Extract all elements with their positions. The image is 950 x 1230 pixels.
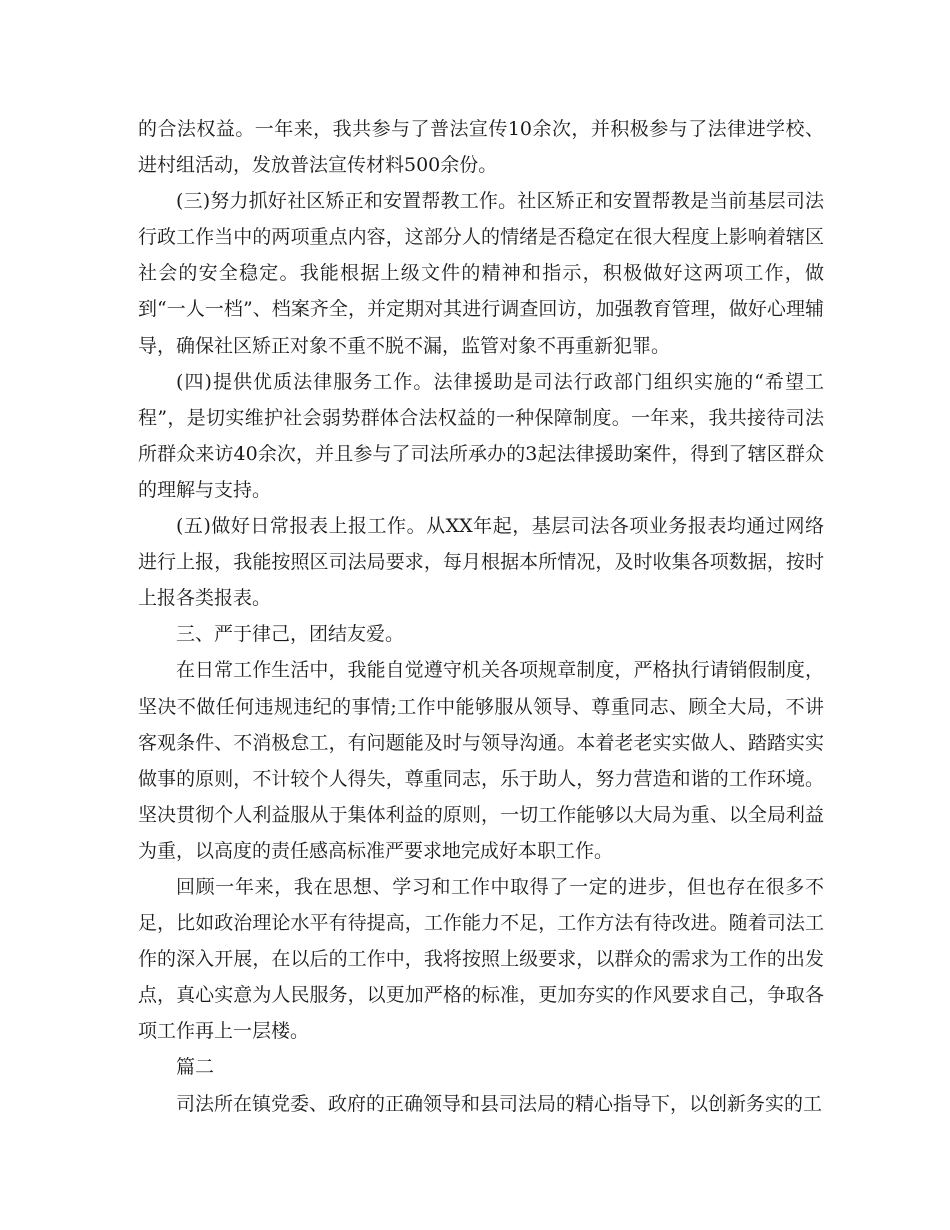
paragraph-self-discipline: 在日常工作生活中，我能自觉遵守机关各项规章制度，严格执行请销假制度，坚决不做任何违规违纪的事情;工作中能够服从领导、尊重同志、顾全大局，不讲客观条件、不消极怠工，有问题能及时与领导沟通。本着老老实实做人、踏踏实实做事的原则，不计较个人得失，尊重同志，乐于助人，努力营造和谐的工作环境。坚决贯彻个人利益服从于集体利益的原则，一切工作能够以大局为重、以全局利益为重，以高度的责任感高标准严要求地完成好本职工作。 (138, 659, 824, 862)
paragraph-legal-rights-continuation: 的合法权益。一年来，我共参与了普法宣传10余次，并积极参与了法律进学校、进村组活动，发放普法宣传材料500余份。 (138, 118, 824, 177)
paragraph-community-correction: (三)努力抓好社区矫正和安置帮教工作。社区矫正和安置帮教是当前基层司法行政工作当中的两项重点内容，这部分人的情绪是否稳定在很大程度上影响着辖区社会的安全稳定。我能根据上级文件的精神和指示，积极做好这两项工作，做到“一人一档”、档案齐全，并定期对其进行调查回访，加强教育管理，做好心理辅导，确保社区矫正对象不重不脱不漏，监管对象不再重新犯罪。 (138, 190, 824, 357)
section-heading-part-two: 篇二 (176, 1056, 215, 1079)
paragraph-legal-services: (四)提供优质法律服务工作。法律援助是司法行政部门组织实施的“希望工程”，是切实维护社会弱势群体合法权益的一种保障制度。一年来，我共接待司法所群众来访40余次，并且参与了司法所承办的3起法律援助案件，得到了辖区群众的理解与支持。 (138, 370, 824, 501)
paragraph-daily-reports: (五)做好日常报表上报工作。从XX年起，基层司法各项业务报表均通过网络进行上报，我能按照区司法局要求，每月根据本所情况，及时收集各项数据，按时上报各类报表。 (138, 515, 824, 610)
paragraph-part-two-intro: 司法所在镇党委、政府的正确领导和县司法局的精心指导下，以创新务实的工 (176, 1092, 823, 1115)
paragraph-review: 回顾一年来，我在思想、学习和工作中取得了一定的进步，但也存在很多不足，比如政治理论水平有待提高，工作能力不足，工作方法有待改进。随着司法工作的深入开展，在以后的工作中，我将按照上级要求，以群众的需求为工作的出发点，真心实意为人民服务，以更加严格的标准，更加夯实的作风要求自己，争取各项工作再上一层楼。 (138, 875, 824, 1043)
section-heading-self-discipline: 三、严于律己，团结友爱。 (176, 623, 405, 646)
document-body (138, 111, 824, 1122)
